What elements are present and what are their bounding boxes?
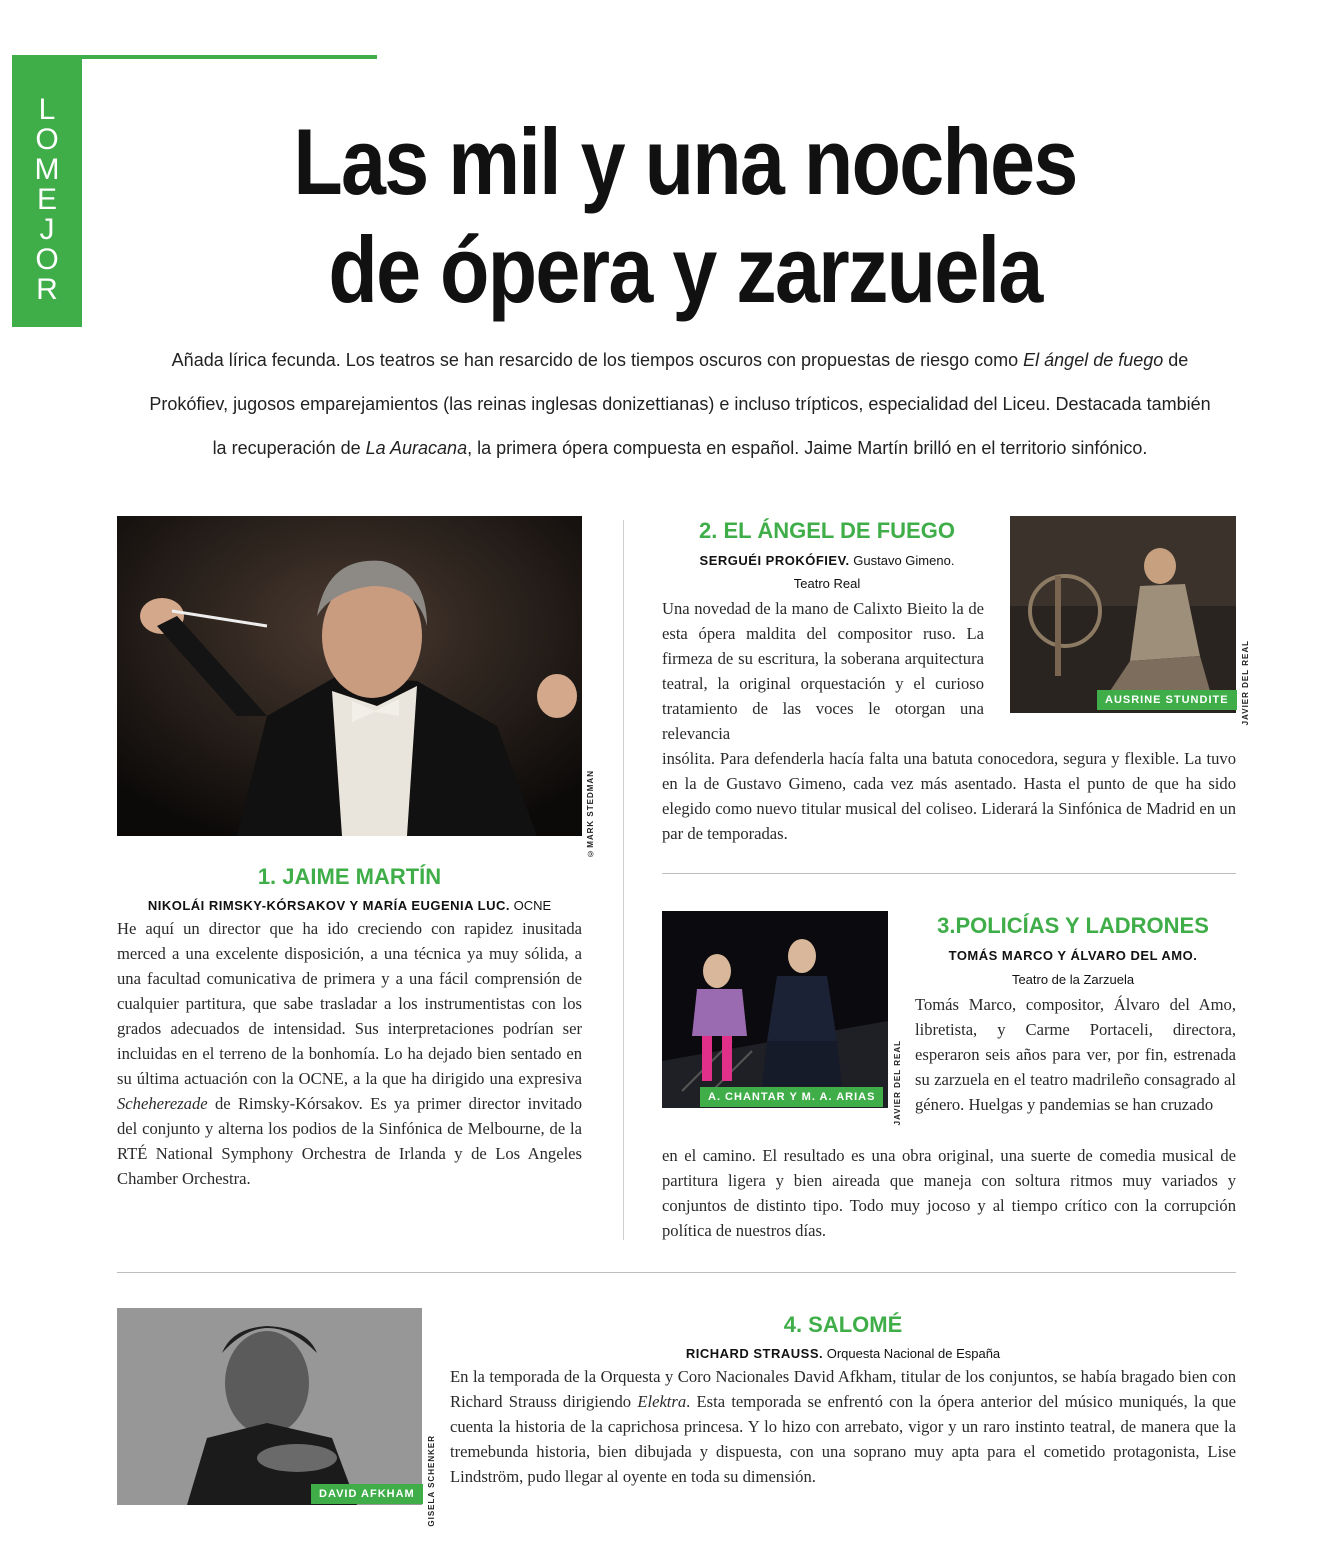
page-title: [225, 108, 1145, 324]
article-2-venue: Teatro Real: [793, 576, 861, 591]
section-divider: [117, 1272, 1236, 1273]
section-label: [12, 95, 82, 305]
section-letter: R: [36, 273, 58, 306]
body-text: . Esta temporada se enfrentó con la ópera anterior del músico muniqués, la que cuenta la historia de la caprichosa princesa. Y lo hizo con arrebato, vigor y un raro instinto teatral, de manera que la tremebunda historia, bien dibujada y dispuesta, con una soprano muy apta para el cometido protagonista, Lise Lindström, pudo llegar al oyente en toda su dimensión.: [450, 1392, 1237, 1486]
lede-italic: La Auracana: [365, 438, 468, 458]
section-divider: [662, 873, 1236, 874]
subtitle-bold: SERGUÉI PROKÓFIEV.: [699, 553, 850, 568]
lede-text: , la primera ópera compuesta en español. Jaime Martín brilló en el territorio sinfónico.: [467, 438, 1148, 458]
subtitle-bold: NIKOLÁI RIMSKY-KÓRSAKOV Y MARÍA EUGENIA LUC.: [147, 898, 511, 913]
article-1-subtitle: [117, 898, 582, 913]
subtitle-rest: Orquesta Nacional de España: [823, 1346, 1001, 1361]
article-2-title: 2. EL ÁNGEL DE FUEGO: [699, 518, 955, 543]
photo-caption: DAVID AFKHAM: [311, 1484, 423, 1504]
title-line-1: Las mil y una noches: [293, 109, 1077, 214]
article-3-venue: Teatro de la Zarzuela: [1011, 972, 1135, 987]
article-1-title: 1. JAIME MARTÍN: [257, 864, 442, 889]
article-4-subtitle: [450, 1346, 1236, 1361]
body-text: He aquí un director que ha ido creciendo con rapidez inusitada merced a una excelente disposición, a una técnica ya muy sólida, a una facultad comunicativa de primera y a una fácil comprensión de cualquier partitura, que sabe trasladar a los instrumentistas con los grados adecuados de intensidad. Sus interpretaciones podrían ser incluidas en el terreno de la bonhomía. Lo ha dejado bien sentado en su última actuación con la OCNE, a la que ha dirigido una expresiva: [117, 919, 582, 1088]
section-sidebar: [12, 55, 82, 327]
photo-david-afkham: [117, 1308, 422, 1505]
photo-jaime-martin: [117, 516, 582, 836]
body-italic: Elektra: [637, 1392, 687, 1411]
column-divider: [623, 520, 624, 1240]
title-line-2: de ópera y zarzuela: [328, 217, 1042, 322]
top-rule: [82, 55, 377, 59]
article-3-title: 3.POLICÍAS Y LADRONES: [937, 913, 1209, 938]
photo-credit: JAVIER DEL REAL: [893, 1040, 902, 1126]
body-text: En la temporada de la Orquesta y Coro Nacionales David Afkham, titular de los conjuntos, se había bragado bien con Richard Strauss dirigiendo: [450, 1367, 1236, 1411]
article-3-body-wrap: Tomás Marco, compositor, Álvaro del Amo, libretista, y Carme Portaceli, directora, esperaron seis años para ver, por fin, estrenada su zarzuela en el teatro madrileño consagrado al género. Huelgas y pandemias se han cruzado: [915, 995, 1236, 1114]
section-letter: M: [34, 153, 60, 186]
subtitle-bold: RICHARD STRAUSS.: [685, 1346, 824, 1361]
article-4-title: 4. SALOMÉ: [783, 1312, 903, 1337]
article-3-subtitle: [910, 948, 1236, 963]
section-letter: O: [35, 243, 59, 276]
body-text: de Rimsky-Kórsakov. Es ya primer director invitado del conjunto y alterna los podios de la Sinfónica de Melbourne, de la RTÉ National Symphony Orchestra de Irlanda y de Los Angeles Chamber Orchestra.: [117, 1094, 582, 1188]
photo-caption: A. CHANTAR Y M. A. ARIAS: [700, 1087, 883, 1107]
photo-angel-de-fuego: [1010, 516, 1236, 713]
photo-caption: AUSRINE STUNDITE: [1097, 690, 1237, 710]
photo-credit: ©MARK STEDMAN: [586, 770, 595, 858]
subtitle-rest: OCNE: [510, 898, 552, 913]
section-letter: O: [35, 123, 59, 156]
section-letter: E: [36, 183, 57, 216]
subtitle-rest: Gustavo Gimeno.: [849, 553, 955, 568]
article-1-body: [117, 916, 582, 1191]
section-letter: L: [38, 93, 56, 126]
body-italic: Scheherezade: [117, 1094, 208, 1113]
lede-paragraph: [140, 338, 1220, 470]
article-2-subtitle: [662, 553, 992, 568]
photo-credit: GISELA SCHENKER: [427, 1435, 436, 1527]
photo-credit: JAVIER DEL REAL: [1241, 640, 1250, 726]
article-3-body: en el camino. El resultado es una obra original, una suerte de comedia musical de partitura ligera y bien aireada que maneja con soltura ritmos muy variados y conjuntos de distinto tipo. Todo muy jocoso y al tiempo crítico con la corrupción política de nuestros días.: [662, 1146, 1236, 1240]
lede-text: de Prokófiev, jugosos emparejamientos (las reinas inglesas donizettianas) e incluso trípticos, especialidad del Liceu. Destacada también la recuperación de: [149, 350, 1211, 458]
lede-text: Añada lírica fecunda. Los teatros se han resarcido de los tiempos oscuros con propuestas de riesgo como: [171, 350, 1024, 370]
section-letter: J: [39, 213, 55, 246]
subtitle-bold: TOMÁS MARCO Y ÁLVARO DEL AMO.: [948, 948, 1198, 963]
article-2-body-wrap: Una novedad de la mano de Calixto Bieito la de esta ópera maldita del compositor ruso. La firmeza de su escritura, la soberana arquitectura teatral, la original orquestación y el curioso tratamiento de las voces le otorgan una relevancia: [662, 599, 984, 743]
article-2-body: insólita. Para defenderla hacía falta una batuta conocedora, segura y flexible. La tuvo en la de Gustavo Gimeno, cada vez más asentado. Hasta el punto de que ha sido elegido como nuevo titular musical del coliseo. Liderará la Sinfónica de Madrid en un par de temporadas.: [662, 749, 1236, 843]
photo-policias-y-ladrones: [662, 911, 888, 1108]
article-4-body: [450, 1364, 1236, 1489]
lede-italic: El ángel de fuego: [1023, 350, 1164, 370]
